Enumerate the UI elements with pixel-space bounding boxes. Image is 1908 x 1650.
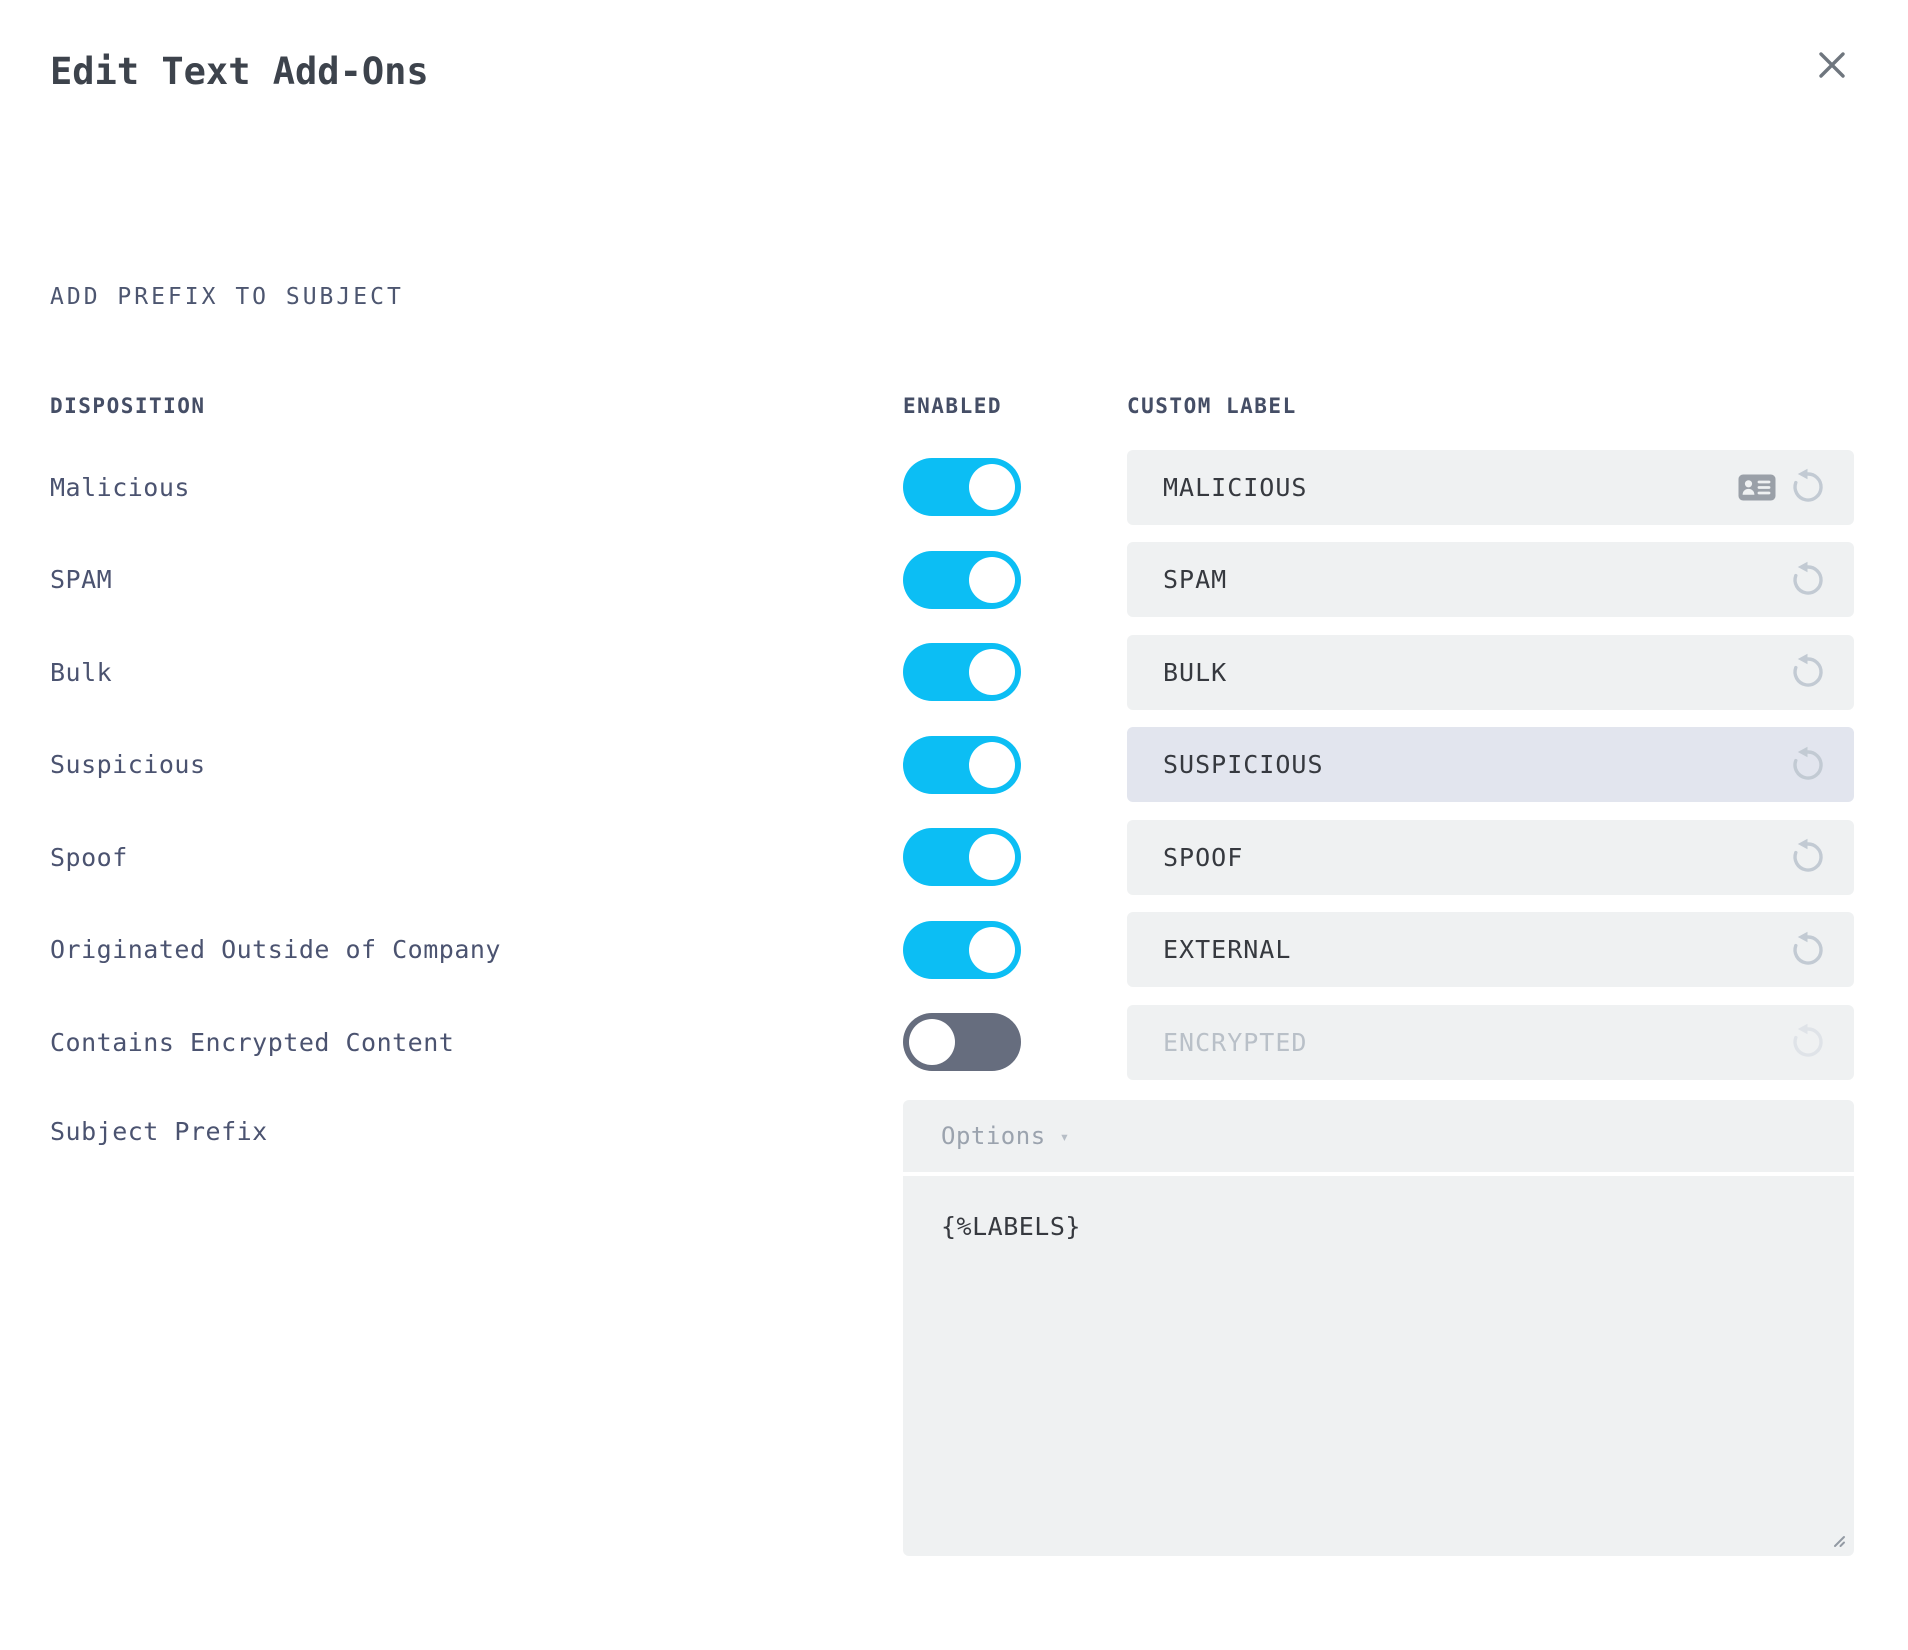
toggle-knob	[969, 557, 1015, 603]
custom-label-field[interactable]	[1127, 542, 1854, 617]
column-header-custom-label: CUSTOM LABEL	[1127, 394, 1297, 418]
table-row	[0, 811, 1908, 904]
custom-label-value: SUSPICIOUS	[1163, 750, 1324, 780]
table-row	[0, 996, 1908, 1089]
disposition-label: Malicious	[50, 472, 190, 502]
toggle-cell	[903, 458, 1127, 516]
column-header-disposition: DISPOSITION	[50, 394, 206, 418]
table-row	[0, 626, 1908, 719]
toggle-knob	[969, 834, 1015, 880]
custom-label-field[interactable]	[1127, 912, 1854, 987]
toggle-knob	[969, 649, 1015, 695]
enabled-toggle[interactable]	[903, 551, 1021, 609]
enabled-toggle[interactable]	[903, 736, 1021, 794]
field-icons	[1788, 560, 1828, 600]
close-button[interactable]	[1814, 48, 1850, 84]
enabled-toggle[interactable]	[903, 921, 1021, 979]
custom-label-value: SPOOF	[1163, 842, 1244, 872]
custom-label-field[interactable]	[1127, 727, 1854, 802]
table-row	[0, 441, 1908, 534]
reset-icon	[1788, 1022, 1828, 1062]
custom-label-field[interactable]	[1127, 635, 1854, 710]
dialog-title: Edit Text Add-Ons	[50, 50, 429, 93]
custom-label-value: MALICIOUS	[1163, 472, 1308, 502]
disposition-label: Originated Outside of Company	[50, 935, 501, 965]
field-icons	[1788, 1022, 1828, 1062]
resize-handle-icon[interactable]	[1828, 1530, 1846, 1548]
subject-prefix-value: {%LABELS}	[941, 1212, 1081, 1241]
toggle-cell	[903, 643, 1127, 701]
toggle-knob	[969, 927, 1015, 973]
toggle-knob	[969, 464, 1015, 510]
custom-label-value: ENCRYPTED	[1163, 1027, 1308, 1057]
custom-label-value: EXTERNAL	[1163, 935, 1292, 965]
column-headers	[0, 394, 1908, 424]
chevron-down-icon: ▾	[1059, 1126, 1070, 1146]
custom-label-value: SPAM	[1163, 565, 1228, 595]
field-icons	[1788, 837, 1828, 877]
disposition-label: Suspicious	[50, 750, 206, 780]
subject-prefix-editor	[903, 1100, 1854, 1556]
reset-icon[interactable]	[1788, 930, 1828, 970]
disposition-label: Bulk	[50, 657, 113, 687]
section-heading: ADD PREFIX TO SUBJECT	[50, 284, 404, 310]
enabled-toggle[interactable]	[903, 1013, 1021, 1071]
table-row	[0, 534, 1908, 627]
contact-card-icon[interactable]	[1738, 474, 1776, 501]
toggle-cell	[903, 1013, 1127, 1071]
table-row	[0, 904, 1908, 997]
disposition-label: Contains Encrypted Content	[50, 1027, 455, 1057]
custom-label-field[interactable]	[1127, 820, 1854, 895]
field-icons	[1788, 745, 1828, 785]
toggle-knob	[909, 1019, 955, 1065]
column-header-enabled: ENABLED	[903, 394, 1003, 418]
field-icons	[1788, 652, 1828, 692]
subject-prefix-textarea[interactable]	[903, 1176, 1854, 1556]
subject-prefix-label: Subject Prefix	[50, 1117, 268, 1146]
enabled-toggle[interactable]	[903, 458, 1021, 516]
custom-label-field[interactable]	[1127, 450, 1854, 525]
disposition-rows	[0, 441, 1908, 1089]
toggle-cell	[903, 551, 1127, 609]
disposition-label: Spoof	[50, 842, 128, 872]
toggle-cell	[903, 736, 1127, 794]
options-dropdown[interactable]	[903, 1100, 1854, 1172]
reset-icon[interactable]	[1788, 467, 1828, 507]
enabled-toggle[interactable]	[903, 643, 1021, 701]
toggle-cell	[903, 828, 1127, 886]
custom-label-value: BULK	[1163, 657, 1228, 687]
enabled-toggle[interactable]	[903, 828, 1021, 886]
reset-icon[interactable]	[1788, 745, 1828, 785]
close-icon	[1817, 50, 1847, 80]
field-icons	[1788, 930, 1828, 970]
reset-icon[interactable]	[1788, 837, 1828, 877]
field-icons	[1738, 467, 1828, 507]
custom-label-field[interactable]	[1127, 1005, 1854, 1080]
table-row	[0, 719, 1908, 812]
reset-icon[interactable]	[1788, 560, 1828, 600]
toggle-knob	[969, 742, 1015, 788]
reset-icon[interactable]	[1788, 652, 1828, 692]
options-dropdown-label: Options	[941, 1122, 1046, 1150]
disposition-label: SPAM	[50, 565, 113, 595]
toggle-cell	[903, 921, 1127, 979]
